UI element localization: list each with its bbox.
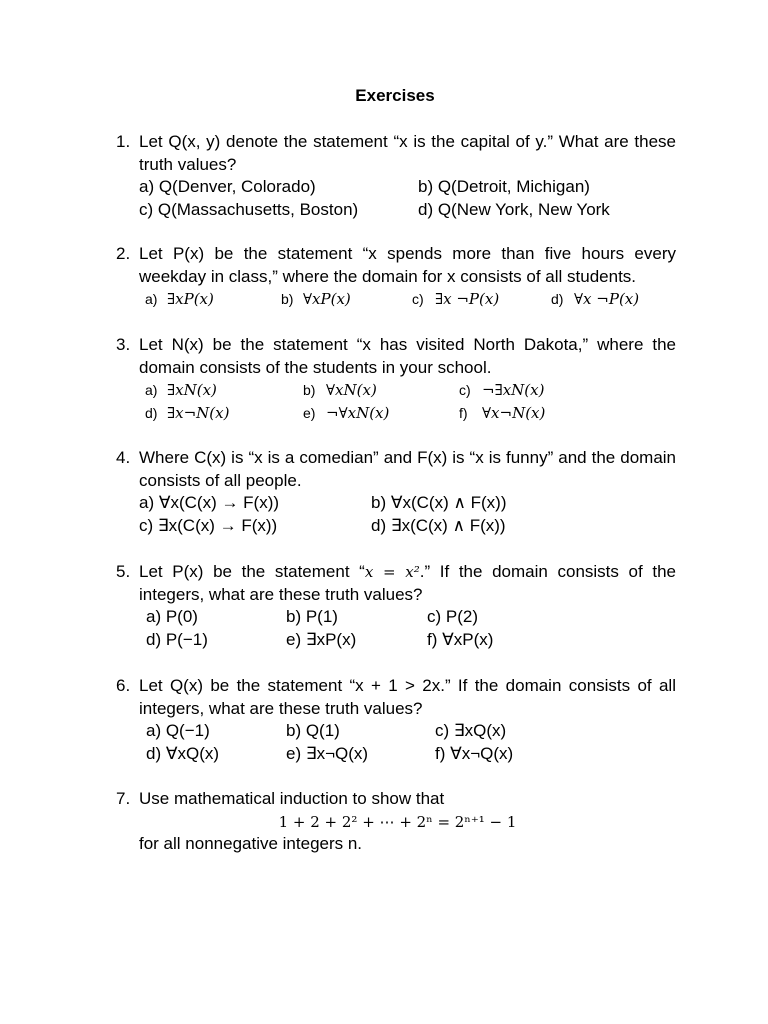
exercise-statement: Let N(x) be the statement “x has visited North Dakota,” where the domain consists of the students in your school. [139, 335, 676, 377]
exercise-2 [116, 243, 676, 311]
part-b: b) P(1) [286, 607, 338, 626]
exercise-number: 6. [116, 676, 131, 695]
part-c: c) ∃xQ(x) [435, 721, 507, 740]
statement-equation: x = x² [364, 563, 420, 581]
exercise-7 [116, 788, 676, 856]
part-b: ∀xP(x) [303, 290, 351, 308]
exercise-number: 1. [116, 132, 131, 151]
part-a-label: a) [145, 382, 158, 398]
exercise-statement: Where C(x) is “x is a comedian” and F(x) is “x is funny” and the domain consists of all people. [139, 448, 676, 490]
exercise-number: 5. [116, 562, 131, 581]
part-b: b) Q(Detroit, Michigan) [418, 177, 590, 196]
exercise-5 [116, 561, 676, 651]
statement-prefix: Let P(x) be the statement “ [139, 562, 365, 581]
part-c: c) ∃x(C(x) → F(x)) [139, 515, 278, 535]
part-e: e) ∃xP(x) [286, 629, 357, 649]
part-d: d) ∀xQ(x) [146, 743, 220, 763]
part-b-label: b) [281, 291, 294, 307]
exercise-number: 3. [116, 335, 131, 354]
exercise-statement: Let P(x) be the statement “x spends more than five hours every weekday in class,” where the domain for x consists of all students. [139, 244, 676, 286]
part-c: ¬∃xN(x) [482, 381, 545, 399]
exercise-6 [116, 675, 676, 765]
part-b-label: b) [303, 382, 316, 398]
part-f: f) ∀xP(x) [427, 629, 494, 649]
part-d-label: d) [551, 291, 564, 307]
part-b: b) ∀x(C(x) ∧ F(x)) [371, 493, 507, 512]
exercise-statement: Let Q(x) be the statement “x + 1 > 2x.” If the domain consists of all integers, what are these truth values? [139, 676, 676, 718]
exercise-3 [116, 334, 676, 424]
exercise-statement [139, 561, 676, 606]
page-title: Exercises [355, 86, 435, 105]
part-c: c) Q(Massachusetts, Boston) [139, 199, 359, 219]
part-e-label: e) [303, 404, 316, 421]
statement-suffix: .” If the domain consists of the integers, what are these truth values? [139, 562, 676, 604]
part-d-label: d) [145, 404, 158, 421]
part-c-label: c) [412, 291, 424, 307]
part-e: ¬∀xN(x) [326, 403, 390, 422]
part-a: a) Q(Denver, Colorado) [139, 177, 316, 196]
part-f-label: f) [459, 404, 468, 421]
part-d: ∃x¬N(x) [167, 403, 230, 422]
part-d: d) Q(New York, New York [418, 199, 610, 219]
exercise-tail: for all nonnegative integers n. [139, 834, 363, 853]
exercise-number: 2. [116, 244, 131, 263]
part-d: d) ∃x(C(x) ∧ F(x)) [371, 515, 506, 535]
part-b: b) Q(1) [286, 721, 340, 740]
part-d: ∀x ¬P(x) [574, 290, 640, 308]
part-e: e) ∃x¬Q(x) [286, 743, 369, 763]
exercise-number: 7. [116, 789, 131, 808]
exercise-1 [116, 131, 676, 221]
exercise-statement: Let Q(x, y) denote the statement “x is the capital of y.” What are these truth values? [139, 132, 676, 174]
part-a: a) Q(−1) [146, 721, 210, 740]
exercise-number: 4. [116, 448, 131, 467]
part-a: ∃xN(x) [167, 381, 217, 399]
exercise-statement: Use mathematical induction to show that [139, 789, 445, 808]
exercise-4 [116, 447, 676, 537]
part-f: ∀x¬N(x) [482, 403, 546, 422]
part-d: d) P(−1) [146, 629, 208, 649]
part-c: ∃x ¬P(x) [435, 290, 500, 308]
part-f: f) ∀x¬Q(x) [435, 743, 514, 763]
part-a: a) P(0) [146, 607, 198, 626]
part-b: ∀xN(x) [326, 381, 377, 399]
part-c-label: c) [459, 382, 471, 398]
part-c: c) P(2) [427, 607, 478, 626]
part-a: ∃xP(x) [167, 290, 214, 308]
induction-equation: 1 + 2 + 2² + ⋯ + 2ⁿ = 2ⁿ⁺¹ − 1 [278, 812, 517, 831]
part-a: a) ∀x(C(x) → F(x)) [139, 493, 280, 512]
part-a-label: a) [145, 291, 158, 307]
